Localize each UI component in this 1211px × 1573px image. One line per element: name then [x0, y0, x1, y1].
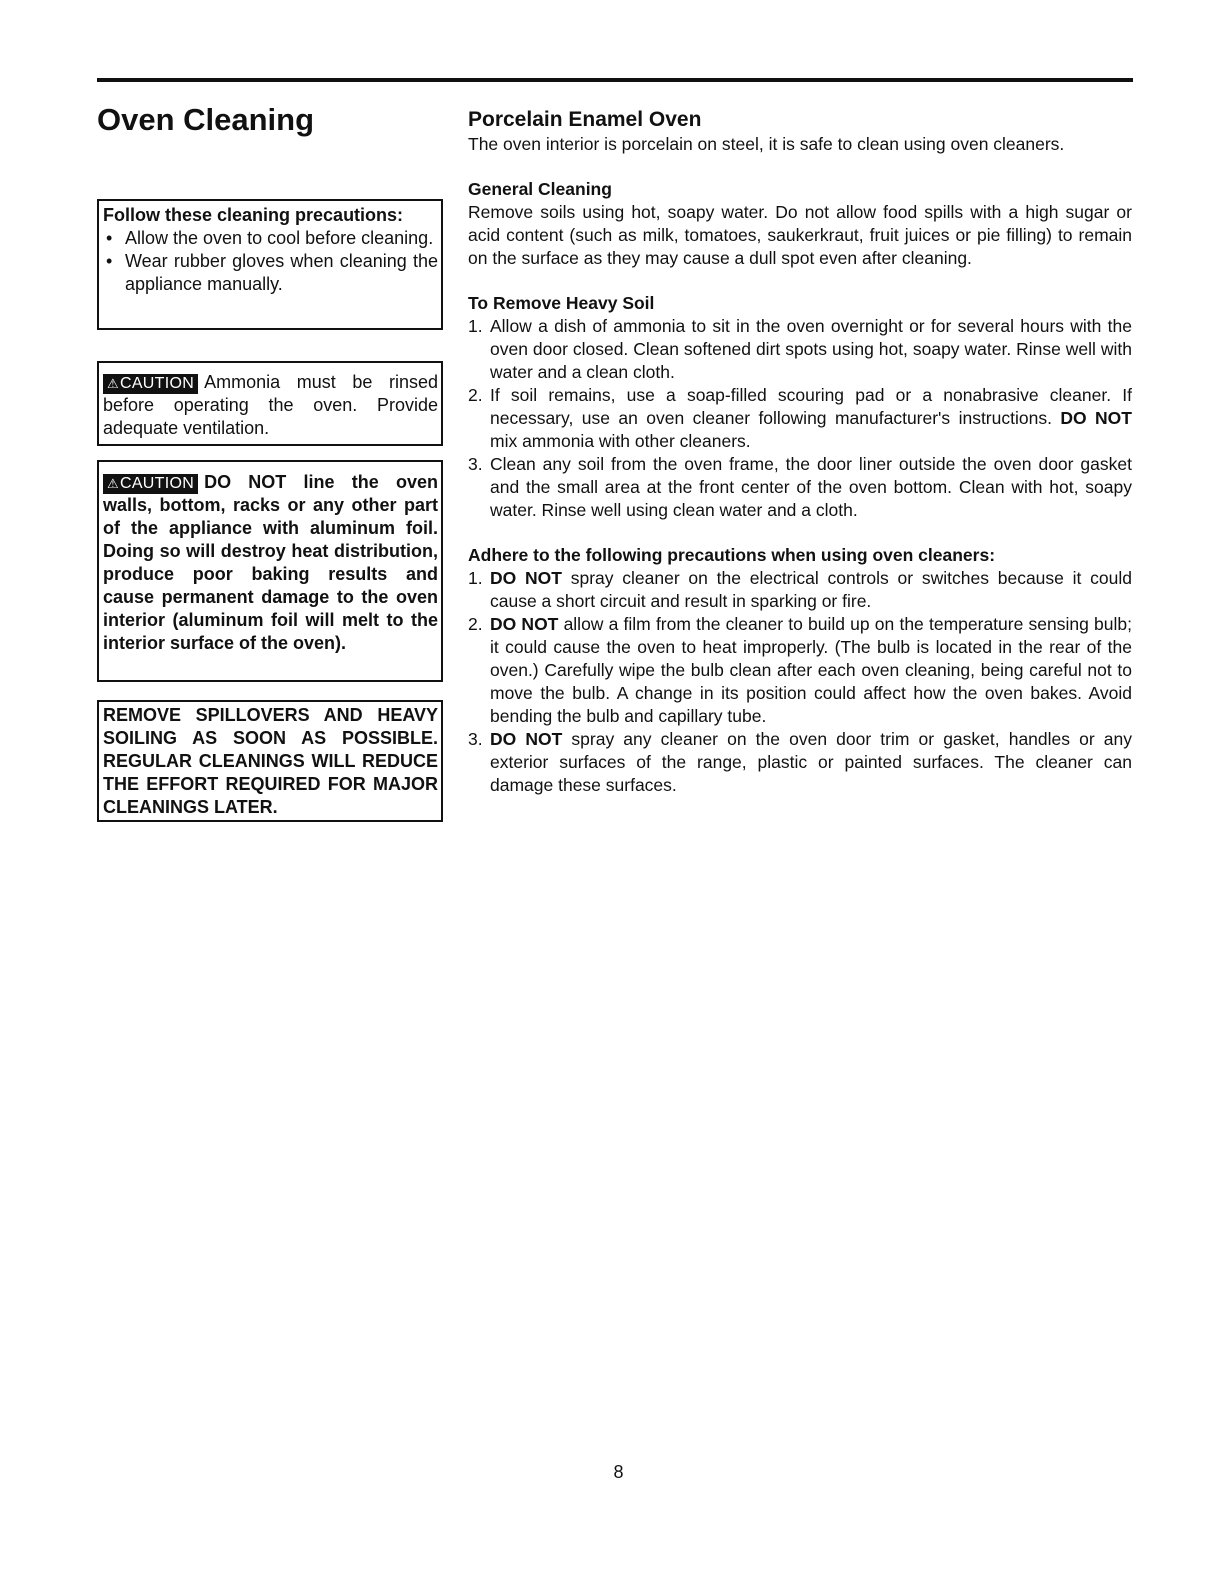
warning-icon: ⚠ [107, 376, 119, 391]
heavy-soil-heading: To Remove Heavy Soil [468, 293, 655, 313]
list-item: • Allow the oven to cool before cleaning. [106, 228, 434, 248]
caution-text: DO NOT line the oven walls, bottom, racks or any other part of the appliance with aluminum foil. Doing so will destroy heat distribution, produce poor baking results and cause permanent damage to the oven interior (aluminum foil will melt to the interior surface of the oven). [103, 472, 438, 653]
list-item: 1. DO NOT spray cleaner on the electrical controls or switches because it could cause a short circuit and result in sparking or fire. [468, 568, 1132, 611]
list-item: 2. If soil remains, use a soap-filled scouring pad or a nonabrasive cleaner. If necessary, use an oven cleaner following manufacturer's instructions. DO NOT mix ammonia with other cleaners. [468, 385, 1132, 451]
precautions-box [97, 199, 443, 330]
porcelain-section [468, 107, 1132, 156]
page-title: Oven Cleaning [97, 102, 315, 137]
heavy-soil-list [468, 315, 1132, 522]
caution-box-ammonia [97, 361, 443, 446]
heavy-soil-section [468, 292, 1132, 522]
top-rule [97, 78, 1133, 82]
bullet-icon: • [106, 228, 113, 248]
remove-spillovers-box [97, 700, 443, 822]
oven-cleaners-list [468, 567, 1132, 797]
warning-icon: ⚠ [107, 476, 119, 491]
list-item: 1. Allow a dish of ammonia to sit in the oven overnight or for several hours with the oven door closed. Clean softened dirt spots using hot, soapy water. Rinse well with water and a clean cloth. [468, 316, 1132, 382]
remove-spillovers-text: REMOVE SPILLOVERS AND HEAVY SOILING AS SOON AS POSSIBLE. REGULAR CLEANINGS WILL REDUCE THE EFFORT REQUIRED FOR MAJOR CLEANINGS LATER. [103, 705, 438, 817]
oven-cleaners-heading: Adhere to the following precautions when using oven cleaners: [468, 545, 996, 565]
general-cleaning-text: Remove soils using hot, soapy water. Do not allow food spills with a high sugar or acid content (such as milk, tomatoes, saukerkraut, fruit juices or pie filling) to remain on the surface as they may cause a dull spot even after cleaning. [468, 202, 1132, 268]
caution-badge: ⚠CAUTION [103, 374, 198, 394]
general-cleaning-section [468, 178, 1132, 270]
list-item: • Wear rubber gloves when cleaning the appliance manually. [106, 251, 438, 294]
porcelain-heading: Porcelain Enamel Oven [468, 108, 702, 131]
precautions-heading: Follow these cleaning precautions: [103, 205, 404, 225]
list-item: 3. DO NOT spray any cleaner on the oven door trim or gasket, handles or any exterior surfaces of the range, plastic or painted surfaces. The cleaner can damage these surfaces. [468, 729, 1132, 795]
list-item: 3. Clean any soil from the oven frame, the door liner outside the oven door gasket and the small area at the front center of the oven bottom. Clean with hot, soapy water. Rinse well using clean water and a cloth. [468, 454, 1132, 520]
page-number: 8 [613, 1462, 624, 1482]
general-cleaning-heading: General Cleaning [468, 179, 612, 199]
porcelain-text: The oven interior is porcelain on steel, it is safe to clean using oven cleaners. [468, 134, 1065, 154]
caution-badge: ⚠CAUTION [103, 474, 198, 494]
caution-text: Ammonia must be rinsed before operating the oven. Provide adequate ventilation. [103, 372, 438, 438]
bullet-icon: • [106, 251, 113, 271]
list-item: 2. DO NOT allow a film from the cleaner to build up on the temperature sensing bulb; it could cause the oven to heat improperly. (The bulb is located in the rear of the oven.) Carefully wipe the bulb clean after each oven cleaning, being careful not to move the bulb. A change in its position could affect how the oven bakes. Avoid bending the bulb and capillary tube. [468, 614, 1132, 726]
oven-cleaners-section [468, 544, 1132, 797]
caution-box-foil [97, 460, 443, 682]
precautions-list [103, 227, 438, 296]
